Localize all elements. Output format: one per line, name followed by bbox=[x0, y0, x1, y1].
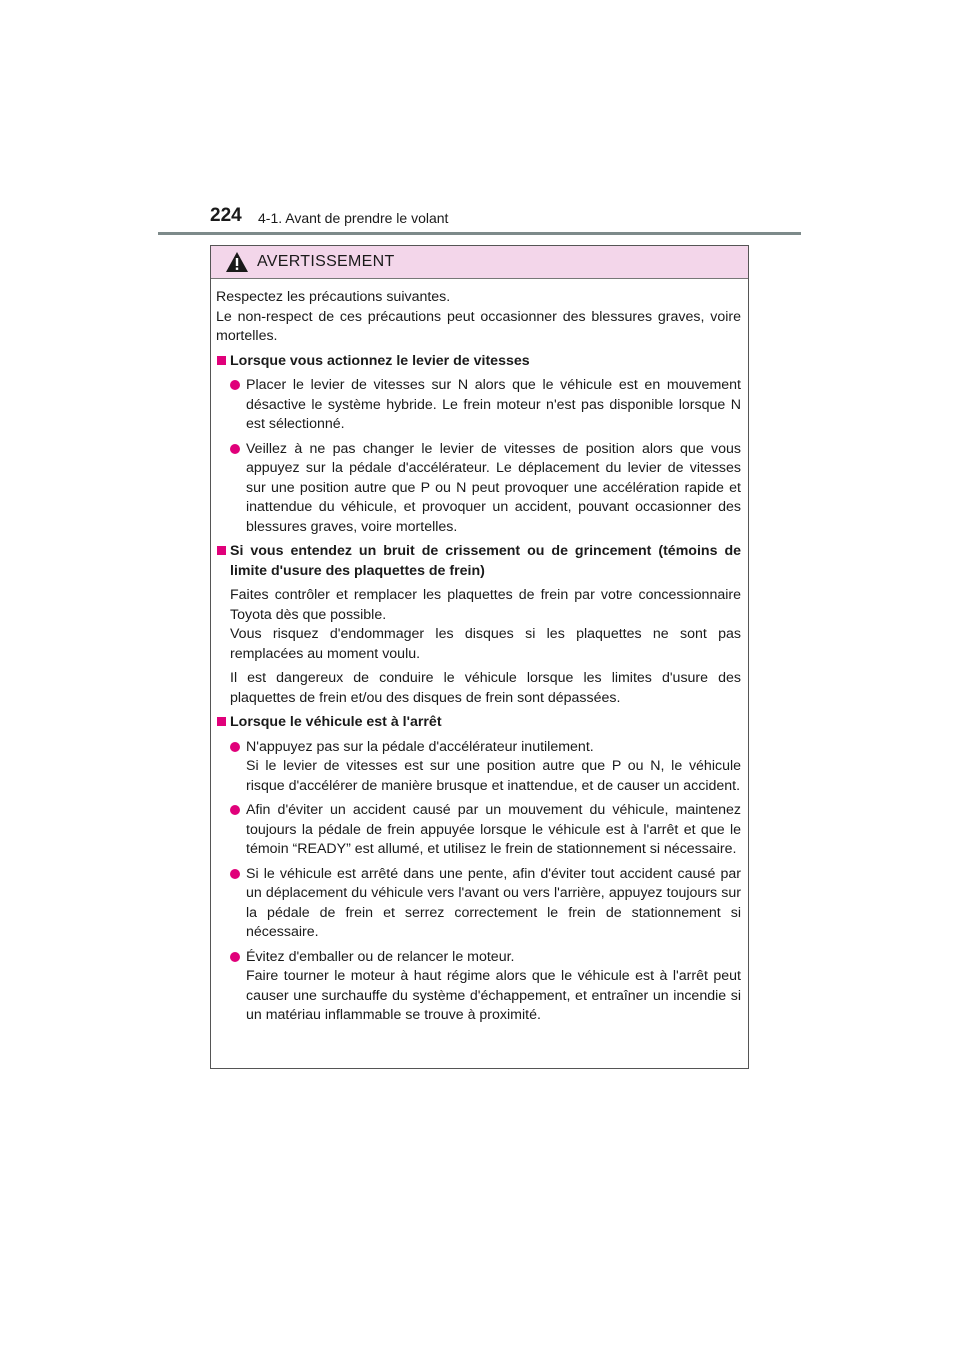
section-heading: Si vous entendez un bruit de crissement ou de grincement (témoins de limite d'usure des plaquettes de frein) bbox=[216, 542, 741, 581]
circle-bullet-icon bbox=[230, 869, 240, 879]
warning-body bbox=[211, 279, 748, 1026]
bullet-item: Placer le levier de vitesses sur N alors que le véhicule est en mouvement désactive le système hybride. Le frein moteur n'est pas disponible lorsque N est sélectionné. bbox=[216, 376, 741, 435]
bullet-item: Évitez d'emballer ou de relancer le moteur. Faire tourner le moteur à haut régime alors que le véhicule est à l'arrêt peut causer une surchauffe du système d'échappement, et entraîner un incendie si un matériau inflammable se trouve à proximité. bbox=[216, 948, 741, 1026]
square-bullet-icon bbox=[217, 717, 226, 726]
circle-bullet-icon bbox=[230, 742, 240, 752]
warning-triangle-icon bbox=[225, 251, 249, 273]
warning-title: AVERTISSEMENT bbox=[257, 253, 395, 270]
circle-bullet-icon bbox=[230, 380, 240, 390]
section-title: 4-1. Avant de prendre le volant bbox=[258, 210, 449, 226]
warning-box bbox=[210, 245, 749, 1069]
section-heading: Lorsque vous actionnez le levier de vitesses bbox=[216, 352, 741, 372]
warning-intro: Respectez les précautions suivantes. Le non-respect de ces précautions peut occasionner des blessures graves, voire mortelles. bbox=[216, 289, 741, 344]
circle-bullet-icon bbox=[230, 952, 240, 962]
bullet-item: Afin d'éviter un accident causé par un mouvement du véhicule, maintenez toujours la pédale de frein appuyée lorsque le véhicule est à l'arrêt et que le témoin “READY” est allumé, et utilisez le frein de stationnement si nécessaire. bbox=[216, 801, 741, 860]
circle-bullet-icon bbox=[230, 805, 240, 815]
circle-bullet-icon bbox=[230, 444, 240, 454]
bullet-item: N'appuyez pas sur la pédale d'accélérateur inutilement. Si le levier de vitesses est sur une position autre que P ou N, le véhicule risque d'accélérer de manière brusque et inattendue, et de causer un accident. bbox=[216, 738, 741, 797]
bullet-item: Si le véhicule est arrêté dans une pente, afin d'éviter tout accident causé par un déplacement du véhicule vers l'avant ou vers l'arrière, appuyez toujours sur la pédale de frein et serrez correctement le frein de stationnement si nécessaire. bbox=[216, 865, 741, 943]
header-rule bbox=[158, 232, 801, 235]
warning-header bbox=[211, 246, 748, 279]
page-number: 224 bbox=[210, 205, 242, 226]
section-paragraph: Il est dangereux de conduire le véhicule lorsque les limites d'usure des plaquettes de frein et/ou des disques de frein sont dépassées. bbox=[230, 670, 741, 706]
section-heading: Lorsque le véhicule est à l'arrêt bbox=[216, 713, 741, 733]
bullet-item: Veillez à ne pas changer le levier de vitesses de position alors que vous appuyez sur la pédale d'accélérateur. Le déplacement du levier de vitesses sur une position autre que P ou N peut provoquer une accélération rapide et inattendue du véhicule, et provoquer un accident, pouvant occasionner des blessures graves, voire mortelles. bbox=[216, 440, 741, 538]
square-bullet-icon bbox=[217, 356, 226, 365]
section-paragraph: Faites contrôler et remplacer les plaquettes de frein par votre concessionnaire Toyota dès que possible. Vous risquez d'endommager les disques si les plaquettes ne sont pas remplacées au moment voulu. bbox=[230, 587, 741, 662]
square-bullet-icon bbox=[217, 546, 226, 555]
